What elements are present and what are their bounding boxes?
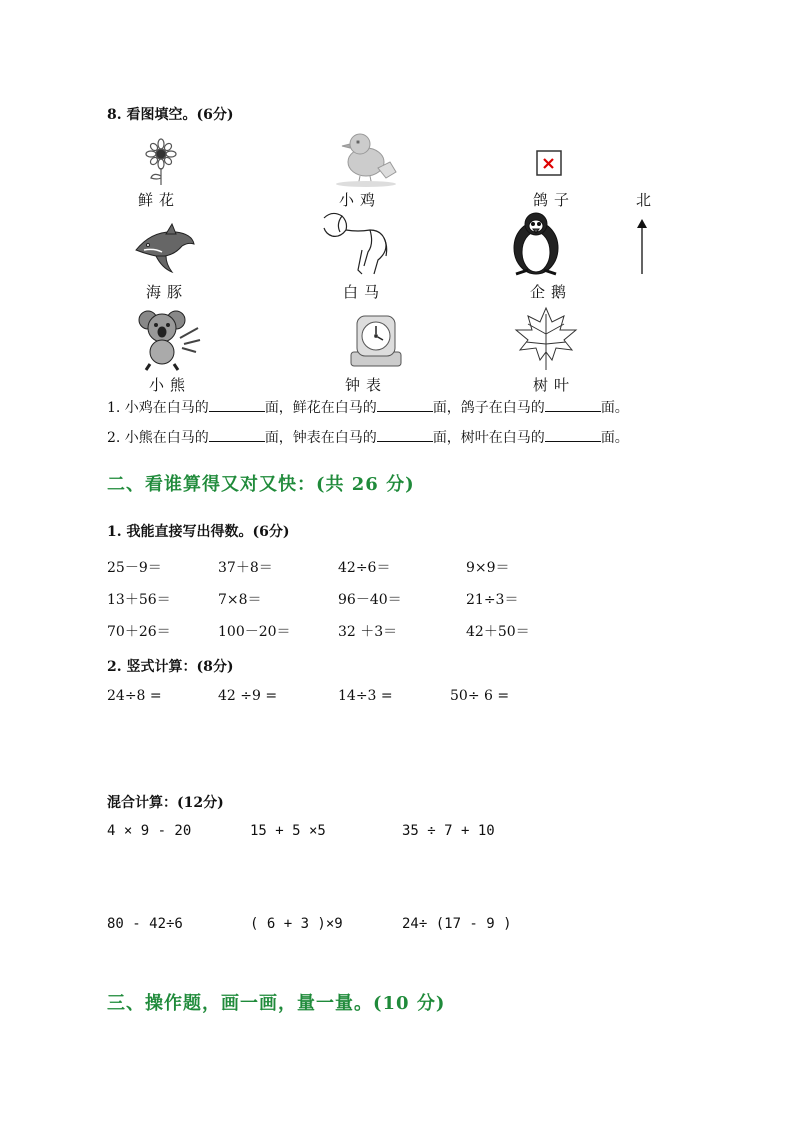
answer-blank[interactable] — [377, 397, 433, 412]
label-koala: 小熊 — [149, 376, 192, 394]
leaf-icon — [512, 304, 580, 374]
vertical-item: 14÷3 = — [338, 688, 393, 704]
oral-item: 9×9＝ — [466, 560, 510, 576]
label-leaf: 树叶 — [533, 376, 576, 394]
oral-item: 70＋26＝ — [107, 624, 171, 640]
line2-part-2: 面，钟表在白马的 — [264, 430, 377, 446]
answer-blank[interactable] — [209, 397, 265, 412]
koala-icon — [136, 308, 202, 372]
subsection-mixed-title: 混合计算：(12分) — [107, 795, 224, 811]
label-chick: 小鸡 — [339, 191, 382, 209]
oral-item: 42÷6＝ — [338, 560, 391, 576]
line2-part-4: 面。 — [600, 430, 629, 446]
label-penguin: 企鹅 — [530, 283, 573, 301]
pigeon-broken-image-icon — [536, 150, 562, 176]
label-dolphin: 海豚 — [146, 283, 189, 301]
oral-item: 37＋8＝ — [218, 560, 273, 576]
vertical-item: 24÷8 = — [107, 688, 162, 704]
dolphin-icon — [132, 222, 198, 278]
subsection-oral-title: 1. 我能直接写出得数。(6分) — [107, 524, 290, 540]
oral-item: 21÷3＝ — [466, 592, 519, 608]
answer-blank[interactable] — [209, 427, 265, 442]
vertical-item: 50÷ 6 = — [450, 688, 510, 704]
subsection-vertical-title: 2. 竖式计算：(8分) — [107, 659, 234, 675]
oral-item: 42＋50＝ — [466, 624, 530, 640]
label-clock: 钟表 — [345, 376, 388, 394]
mixed-item: 4 × 9 - 20 — [107, 823, 192, 839]
vertical-item: 42 ÷9 = — [218, 688, 278, 704]
question-8-title: 8. 看图填空。(6分) — [107, 107, 234, 123]
line1-part-2: 面，鲜花在白马的 — [264, 400, 377, 416]
mixed-item: 80 - 42÷6 — [107, 916, 183, 932]
oral-item: 7×8＝ — [218, 592, 262, 608]
oral-item: 13＋56＝ — [107, 592, 171, 608]
answer-blank[interactable] — [545, 397, 601, 412]
label-flower: 鲜花 — [138, 191, 181, 209]
line1-part-3: 面，鸽子在白马的 — [432, 400, 545, 416]
mixed-item: ( 6 + 3 )×9 — [250, 916, 343, 932]
flower-icon — [137, 138, 185, 186]
label-pigeon: 鸽子 — [533, 191, 576, 209]
clock-icon — [345, 312, 407, 370]
line2-part-3: 面，树叶在白马的 — [432, 430, 545, 446]
white-horse-icon — [318, 208, 392, 278]
mixed-item: 24÷ (17 - 9 ) — [402, 916, 512, 932]
label-north: 北 — [636, 191, 658, 209]
penguin-icon — [506, 210, 566, 276]
fill-line-1 — [107, 397, 629, 417]
mixed-item: 35 ÷ 7 + 10 — [402, 823, 495, 839]
oral-item: 100－20＝ — [218, 624, 291, 640]
line1-part-1: 1. 小鸡在白马的 — [107, 400, 209, 416]
oral-item: 25－9＝ — [107, 560, 162, 576]
north-arrow-icon — [635, 218, 649, 276]
oral-item: 96－40＝ — [338, 592, 402, 608]
answer-blank[interactable] — [545, 427, 601, 442]
section-3-title: 三、操作题，画一画，量一量。(10 分) — [107, 993, 446, 1014]
section-2-title: 二、看谁算得又对又快：(共 26 分) — [107, 474, 415, 495]
line1-part-4: 面。 — [600, 400, 629, 416]
fill-line-2 — [107, 427, 629, 447]
label-horse: 白马 — [343, 283, 386, 301]
mixed-item: 15 + 5 ×5 — [250, 823, 326, 839]
answer-blank[interactable] — [377, 427, 433, 442]
chick-icon — [330, 128, 402, 188]
oral-item: 32 ＋3＝ — [338, 624, 398, 640]
line2-part-1: 2. 小熊在白马的 — [107, 430, 209, 446]
